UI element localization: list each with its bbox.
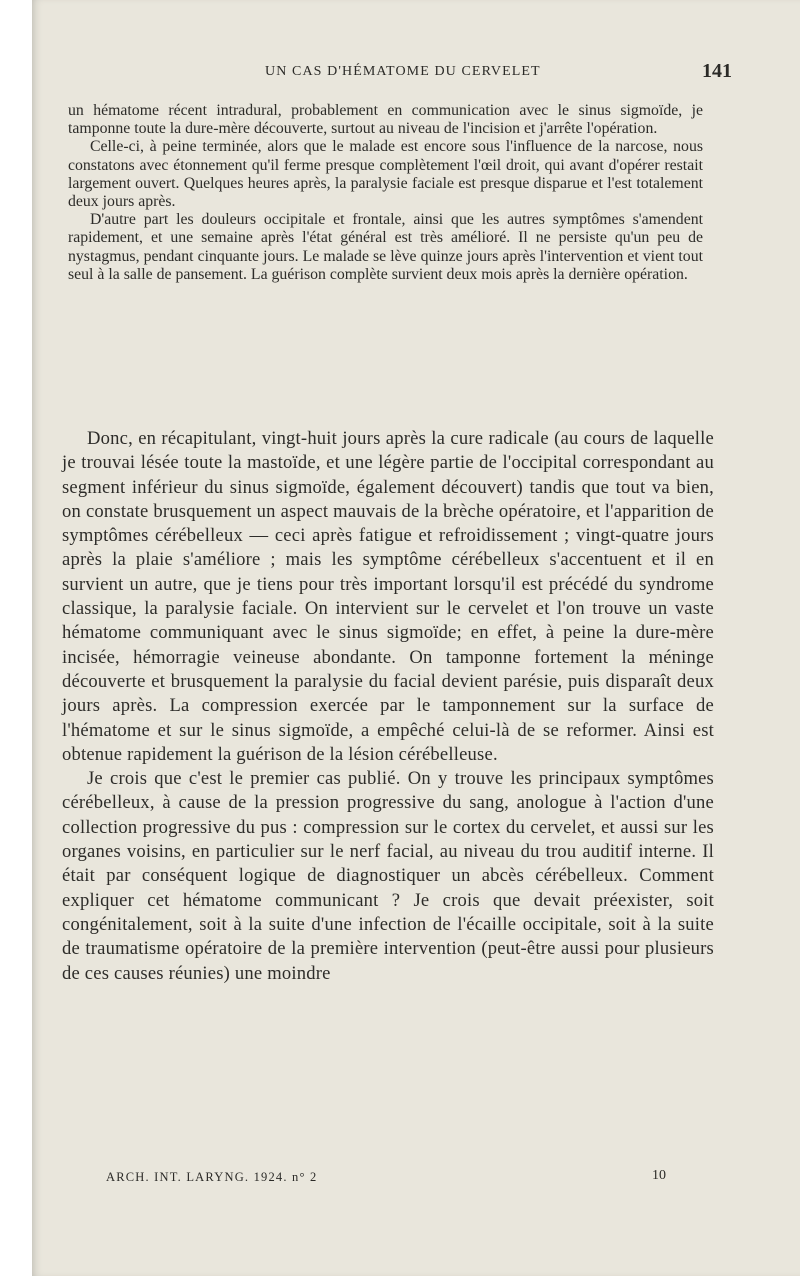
journal-reference: ARCH. INT. LARYNG. 1924. n° 2 <box>106 1170 318 1184</box>
main-paragraph-2: Je crois que c'est le premier cas publié. On y trouve les principaux symptômes cérébelleux, à cause de la pression progressive du sang, anologue à l'action d'une collection progressive du pus : compression sur le cortex du cervelet, et aussi sur les organes voisins, en particulier sur le nerf facial, au niveau du trou auditif interne. Il était par conséquent logique de diagnostiquer un abcès cérébelleux. Comment expliquer cet hématome communicant ? Je crois que devait préexister, soit congénitalement, soit à la suite d'une infection de l'écaille occipitale, soit à la suite de traumatisme opératoire de la première intervention (peut-être aussi pour plusieurs de ces causes réunies) une moindre <box>62 768 714 984</box>
small-paragraph-1: un hématome récent intradural, probablement en communication avec le sinus sigmoïde, je tamponne toute la dure-mère découverte, surtout au niveau de l'incision et j'arrête l'opération. <box>68 102 703 138</box>
small-paragraph-3: D'autre part les douleurs occipitale et frontale, ainsi que les autres symptômes s'amendent rapidement, et une semaine après l'état général est très amélioré. Il ne persiste qu'un peu de nystagmus, pendant cinquante jours. Le malade se lève quinze jours après l'intervention et vient tout seul à la salle de pansement. La guérison complète survient deux mois après la dernière opération. <box>68 211 703 283</box>
small-paragraph-2: Celle-ci, à peine terminée, alors que le malade est encore sous l'influence de la narcose, nous constatons avec étonnement qu'il ferme presque complètement l'œil droit, qui avant d'opérer restait largement ouvert. Quelques heures après, la paralysie faciale est presque disparue et l'est totalement deux jours après. <box>68 138 703 211</box>
main-paragraph-1: Donc, en récapitulant, vingt-huit jours après la cure radicale (au cours de laquelle je trouvai lésée toute la mastoïde, et une légère partie de l'occipital correspondant au segment inférieur du sinus sigmoïde, également découvert) tandis que tout va bien, on constate brusquement un aspect mauvais de la brèche opératoire, et l'apparition de symptômes cérébelleux — ceci après fatigue et refroidissement ; vingt-quatre jours après la plaie s'améliore ; mais les symptôme cérébelleux s'accentuent et il en survient un autre, que je tiens pour très important lorsqu'il est précédé du syndrome classique, la paralysie faciale. On intervient sur le cervelet et l'on trouve un vaste hématome communiquant avec le sinus sigmoïde; en effet, à peine la dure-mère incisée, hémorragie veineuse abondante. On tamponne fortement la méninge découverte et brusquement la paralysie du facial devient parésie, puis disparaît deux jours après. La compression exercée par le tamponnement sur la surface de l'hématome et sur le sinus sigmoïde, a empêché celui-là de se reformer. Ainsi est obtenue rapidement la guérison de la lésion cérébelleuse. <box>62 428 714 765</box>
page-number: 141 <box>702 60 732 82</box>
scanned-page <box>32 0 800 1276</box>
printer-signature: 10 <box>652 1168 666 1183</box>
running-title: UN CAS D'HÉMATOME DU CERVELET <box>265 64 541 79</box>
main-text-section <box>62 427 714 986</box>
page-footer <box>106 1170 666 1190</box>
small-print-section <box>68 102 703 284</box>
page-header <box>70 62 740 86</box>
